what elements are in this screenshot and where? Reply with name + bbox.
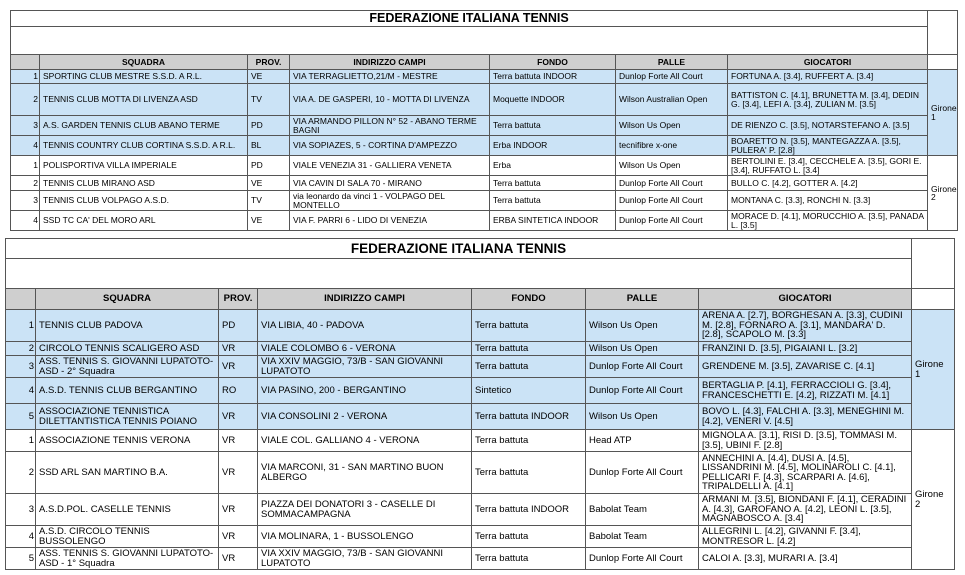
squadra-cell: TENNIS COUNTRY CLUB CORTINA S.S.D. A R.L. — [40, 136, 248, 156]
palle-cell: Dunlop Forte All Court — [586, 452, 699, 494]
header-indirizzo: INDIRIZZO CAMPI — [290, 55, 490, 70]
squadra-cell: TENNIS CLUB MIRANO ASD — [40, 176, 248, 191]
indirizzo-cell: VIA ARMANDO PILLON N° 52 - ABANO TERME BAGNI — [290, 116, 490, 136]
giocatori-cell: MONTANA C. [3.3], RONCHI N. [3.3] — [728, 191, 928, 211]
prov-cell: PD — [248, 116, 290, 136]
palle-cell: Wilson Us Open — [616, 156, 728, 176]
fondo-cell: Terra battuta INDOOR — [472, 494, 586, 526]
fondo-cell: Erba — [490, 156, 616, 176]
fondo-cell: Erba INDOOR — [490, 136, 616, 156]
squadra-cell: SSD ARL SAN MARTINO B.A. — [36, 452, 219, 494]
palle-cell: Wilson Us Open — [586, 342, 699, 356]
row-number: 3 — [11, 191, 40, 211]
header-squadra: SQUADRA — [36, 289, 219, 310]
header-girone-blank — [928, 55, 958, 70]
indirizzo-cell: VIA PASINO, 200 - BERGANTINO — [258, 378, 472, 404]
header-squadra: SQUADRA — [40, 55, 248, 70]
indirizzo-cell: VIA XXIV MAGGIO, 73/B - SAN GIOVANNI LUPATOTO — [258, 548, 472, 570]
squadra-cell: SSD TC CA' DEL MORO ARL — [40, 211, 248, 231]
palle-cell: Wilson Australian Open — [616, 84, 728, 116]
row-number: 3 — [6, 494, 36, 526]
table-title: FEDERAZIONE ITALIANA TENNIS — [11, 11, 928, 27]
prov-cell: TV — [248, 191, 290, 211]
indirizzo-cell: PIAZZA DEI DONATORI 3 - CASELLE DI SOMMACAMPAGNA — [258, 494, 472, 526]
palle-cell: Wilson Us Open — [586, 404, 699, 430]
giocatori-cell: BERTOLINI E. [3.4], CECCHELE A. [3.5], GORI E. [3.4], RUFFATO L. [3.4] — [728, 156, 928, 176]
squadra-cell: ASS. TENNIS S. GIOVANNI LUPATOTO-ASD - 1° Squadra — [36, 548, 219, 570]
header-fondo: FONDO — [472, 289, 586, 310]
giocatori-cell: BERTAGLIA P. [4.1], FERRACCIOLI G. [3.4], FRANCESCHETTI E. [4.2], RIZZATI M. [4.1] — [699, 378, 912, 404]
squadra-cell: A.S.D. TENNIS CLUB BERGANTINO — [36, 378, 219, 404]
palle-cell: Dunlop Forte All Court — [586, 356, 699, 378]
indirizzo-cell: VIALE COLOMBO 6 - VERONA — [258, 342, 472, 356]
row-number: 1 — [11, 156, 40, 176]
indirizzo-cell: VIA LIBIA, 40 - PADOVA — [258, 310, 472, 342]
girone-label: Girone 1 — [928, 70, 958, 156]
giocatori-cell: ALLEGRINI L. [4.2], GIVANNI F. [3.4], MONTRESOR L. [4.2] — [699, 526, 912, 548]
squadra-cell: ASSOCIAZIONE TENNIS VERONA — [36, 430, 219, 452]
indirizzo-cell: VIA TERRAGLIETTO,21/M - MESTRE — [290, 70, 490, 84]
fondo-cell: Terra battuta — [490, 191, 616, 211]
prov-cell: TV — [248, 84, 290, 116]
league-table-2 — [5, 238, 955, 570]
palle-cell: Dunlop Forte All Court — [616, 176, 728, 191]
palle-cell: Dunlop Forte All Court — [616, 70, 728, 84]
prov-cell: RO — [219, 378, 258, 404]
girone-label: Girone 2 — [928, 156, 958, 231]
row-number: 1 — [11, 70, 40, 84]
prov-cell: VR — [219, 342, 258, 356]
giocatori-cell: BOARETTO N. [3.5], MANTEGAZZA A. [3.5], PULERA' P. [2.8] — [728, 136, 928, 156]
row-number: 2 — [6, 452, 36, 494]
fondo-cell: Terra battuta — [472, 356, 586, 378]
giocatori-cell: DE RIENZO C. [3.5], NOTARSTEFANO A. [3.5] — [728, 116, 928, 136]
header-num — [6, 289, 36, 310]
giocatori-cell: FORTUNA A. [3.4], RUFFERT A. [3.4] — [728, 70, 928, 84]
prov-cell: VE — [248, 211, 290, 231]
palle-cell: Head ATP — [586, 430, 699, 452]
squadra-cell: TENNIS CLUB MOTTA DI LIVENZA ASD — [40, 84, 248, 116]
indirizzo-cell: VIALE VENEZIA 31 - GALLIERA VENETA — [290, 156, 490, 176]
squadra-cell: TENNIS CLUB PADOVA — [36, 310, 219, 342]
fondo-cell: Terra battuta — [472, 342, 586, 356]
giocatori-cell: MORACE D. [4.1], MORUCCHIO A. [3.5], PANADA L. [3.5] — [728, 211, 928, 231]
header-indirizzo: INDIRIZZO CAMPI — [258, 289, 472, 310]
fondo-cell: Terra battuta INDOOR — [472, 404, 586, 430]
palle-cell: Dunlop Forte All Court — [616, 191, 728, 211]
row-number: 1 — [6, 430, 36, 452]
header-palle: PALLE — [616, 55, 728, 70]
fondo-cell: Terra battuta — [472, 526, 586, 548]
fondo-cell: Sintetico — [472, 378, 586, 404]
indirizzo-cell: VIA CONSOLINI 2 - VERONA — [258, 404, 472, 430]
indirizzo-cell: VIA CAVIN DI SALA 70 - MIRANO — [290, 176, 490, 191]
indirizzo-cell: VIA A. DE GASPERI, 10 - MOTTA DI LIVENZA — [290, 84, 490, 116]
fondo-cell: Terra battuta — [490, 176, 616, 191]
prov-cell: VR — [219, 452, 258, 494]
squadra-cell: A.S.D. CIRCOLO TENNIS BUSSOLENGO — [36, 526, 219, 548]
header-palle: PALLE — [586, 289, 699, 310]
squadra-cell: A.S. GARDEN TENNIS CLUB ABANO TERME — [40, 116, 248, 136]
header-giocatori: GIOCATORI — [728, 55, 928, 70]
corner-cell — [912, 239, 955, 289]
prov-cell: PD — [219, 310, 258, 342]
header-fondo: FONDO — [490, 55, 616, 70]
header-num — [11, 55, 40, 70]
indirizzo-cell: VIA MOLINARA, 1 - BUSSOLENGO — [258, 526, 472, 548]
prov-cell: BL — [248, 136, 290, 156]
fondo-cell: Terra battuta — [472, 452, 586, 494]
giocatori-cell: BATTISTON C. [4.1], BRUNETTA M. [3.4], DEDIN G. [3.4], LEFI A. [3.4], ZULIAN M. [3.5] — [728, 84, 928, 116]
row-number: 2 — [6, 342, 36, 356]
giocatori-cell: ARMANI M. [3.5], BIONDANI F. [4.1], CERADINI A. [4.3], GAROFANO A. [4.2], LEONI L. [3.5], MAGNABOSCO A. [3.4] — [699, 494, 912, 526]
row-number: 2 — [11, 176, 40, 191]
prov-cell: VR — [219, 548, 258, 570]
palle-cell: Dunlop Forte All Court — [586, 378, 699, 404]
indirizzo-cell: VIA MARCONI, 31 - SAN MARTINO BUON ALBERGO — [258, 452, 472, 494]
palle-cell: Wilson Us Open — [586, 310, 699, 342]
row-number: 5 — [6, 404, 36, 430]
squadra-cell: A.S.D.POL. CASELLE TENNIS — [36, 494, 219, 526]
palle-cell: Wilson Us Open — [616, 116, 728, 136]
squadra-cell: TENNIS CLUB VOLPAGO A.S.D. — [40, 191, 248, 211]
giocatori-cell: ANNECHINI A. [4.4], DUSI A. [4.5], LISSANDRINI M. [4.5], MOLINAROLI C. [4.1], PELLICARI F. [4.3], SCARPARI A. [4.6], TRIPALDELLI A. [4.1] — [699, 452, 912, 494]
giocatori-cell: FRANZINI D. [3.5], PIGAIANI L. [3.2] — [699, 342, 912, 356]
fondo-cell: Terra battuta — [472, 310, 586, 342]
giocatori-cell: CALOI A. [3.3], MURARI A. [3.4] — [699, 548, 912, 570]
header-girone-blank — [912, 289, 955, 310]
table-title: FEDERAZIONE ITALIANA TENNIS — [6, 239, 912, 259]
giocatori-cell: ARENA A. [2.7], BORGHESAN A. [3.3], CUDINI M. [2.8], FORNARO A. [3.1], MANDARA' D. [2.8], SCAPOLO M. [3.3] — [699, 310, 912, 342]
giocatori-cell: BOVO L. [4.3], FALCHI A. [3.3], MENEGHINI M. [4.2], VENERI V. [4.5] — [699, 404, 912, 430]
fondo-cell: Terra battuta — [472, 548, 586, 570]
indirizzo-cell: VIA XXIV MAGGIO, 73/B - SAN GIOVANNI LUPATOTO — [258, 356, 472, 378]
fondo-cell: Moquette INDOOR — [490, 84, 616, 116]
row-number: 4 — [11, 211, 40, 231]
corner-cell — [928, 11, 958, 55]
prov-cell: PD — [248, 156, 290, 176]
squadra-cell: SPORTING CLUB MESTRE S.S.D. A R.L. — [40, 70, 248, 84]
squadra-cell: CIRCOLO TENNIS SCALIGERO ASD — [36, 342, 219, 356]
fondo-cell: Terra battuta — [490, 116, 616, 136]
prov-cell: VR — [219, 526, 258, 548]
indirizzo-cell: VIA SOPIAZES, 5 - CORTINA D'AMPEZZO — [290, 136, 490, 156]
prov-cell: VE — [248, 176, 290, 191]
prov-cell: VE — [248, 70, 290, 84]
fondo-cell: ERBA SINTETICA INDOOR — [490, 211, 616, 231]
indirizzo-cell: via leonardo da vinci 1 - VOLPAGO DEL MONTELLO — [290, 191, 490, 211]
row-number: 5 — [6, 548, 36, 570]
palle-cell: Dunlop Forte All Court — [586, 548, 699, 570]
giocatori-cell: BULLO C. [4.2], GOTTER A. [4.2] — [728, 176, 928, 191]
girone-label: Girone 2 — [912, 430, 955, 570]
palle-cell: Dunlop Forte All Court — [616, 211, 728, 231]
row-number: 4 — [6, 378, 36, 404]
indirizzo-cell: VIA F. PARRI 6 - LIDO DI VENEZIA — [290, 211, 490, 231]
fondo-cell: Terra battuta INDOOR — [490, 70, 616, 84]
prov-cell: VR — [219, 494, 258, 526]
palle-cell: Babolat Team — [586, 494, 699, 526]
prov-cell: VR — [219, 430, 258, 452]
blank-row — [11, 27, 928, 55]
prov-cell: VR — [219, 404, 258, 430]
squadra-cell: POLISPORTIVA VILLA IMPERIALE — [40, 156, 248, 176]
giocatori-cell: MIGNOLA A. [3.1], RISI D. [3.5], TOMMASI M. [3.5], UBINI F. [2.8] — [699, 430, 912, 452]
blank-row — [6, 259, 912, 289]
row-number: 1 — [6, 310, 36, 342]
fondo-cell: Terra battuta — [472, 430, 586, 452]
header-prov: PROV. — [219, 289, 258, 310]
league-table-1 — [10, 10, 958, 231]
row-number: 2 — [11, 84, 40, 116]
palle-cell: tecnifibre x-one — [616, 136, 728, 156]
row-number: 3 — [6, 356, 36, 378]
squadra-cell: ASSOCIAZIONE TENNISTICA DILETTANTISTICA TENNIS POIANO — [36, 404, 219, 430]
squadra-cell: ASS. TENNIS S. GIOVANNI LUPATOTO-ASD - 2° Squadra — [36, 356, 219, 378]
row-number: 3 — [11, 116, 40, 136]
prov-cell: VR — [219, 356, 258, 378]
indirizzo-cell: VIALE COL. GALLIANO 4 - VERONA — [258, 430, 472, 452]
palle-cell: Babolat Team — [586, 526, 699, 548]
row-number: 4 — [6, 526, 36, 548]
header-giocatori: GIOCATORI — [699, 289, 912, 310]
giocatori-cell: GRENDENE M. [3.5], ZAVARISE C. [4.1] — [699, 356, 912, 378]
header-prov: PROV. — [248, 55, 290, 70]
row-number: 4 — [11, 136, 40, 156]
girone-label: Girone 1 — [912, 310, 955, 430]
